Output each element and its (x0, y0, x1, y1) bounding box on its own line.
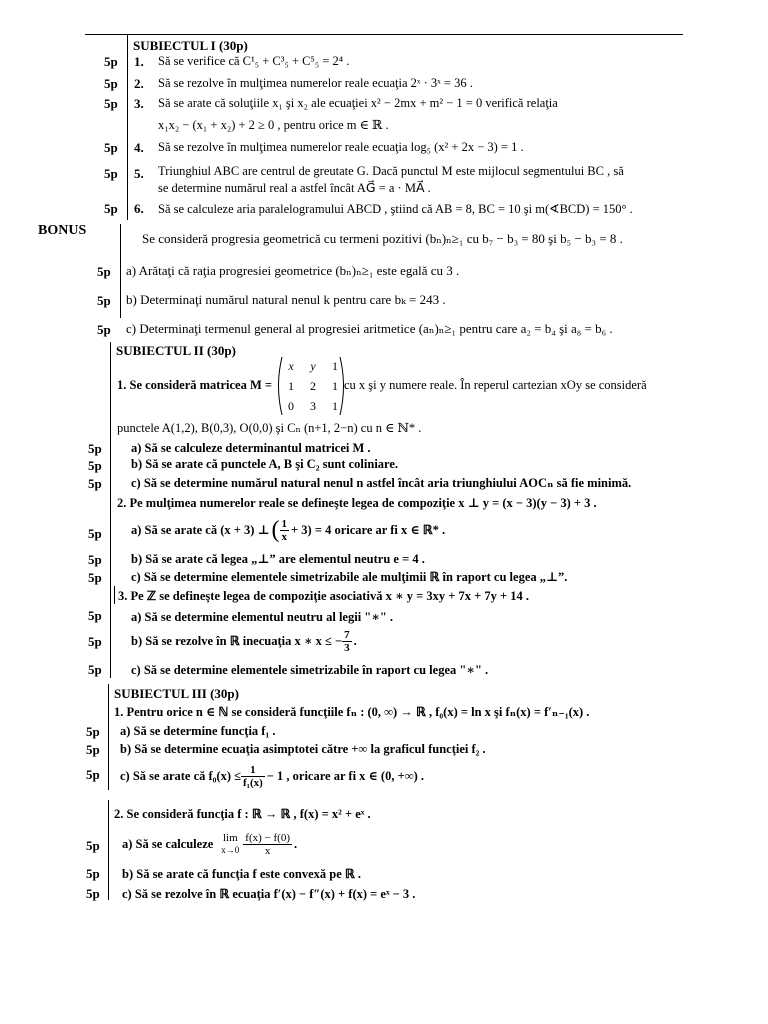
matrix-cell: 1 (332, 358, 338, 373)
subiect1-item-1-text: Să se verifice că C¹₅ + C³₅ + C⁵₅ = 2⁴ . (158, 54, 350, 68)
subiect3-p2c-points: 5p (86, 886, 100, 901)
subiect2-p2a-text (131, 514, 445, 546)
subiect2-p1b-points: 5p (88, 458, 102, 473)
matrix-cell: y (310, 358, 316, 373)
subiect1-item-2-number: 2. (134, 76, 144, 91)
subiect2-matrix (277, 356, 339, 416)
subiect1-item-3-text: Să se arate că soluţiile x₁ şi x₂ ale ecuaţiei x² − 2mx + m² − 1 = 0 verifică relaţia (158, 96, 558, 110)
subiect3-p1-intro: 1. Pentru orice n ∈ ℕ se consideră funcţiile fₙ : (0, ∞) → ℝ , f₀(x) = ln x şi fₙ(x) = f′ₙ₋₁(x) . (114, 705, 590, 719)
subiect2-p3b-fraction (342, 629, 352, 654)
subiect2-p3c-points: 5p (88, 662, 102, 677)
matrix-row (287, 376, 339, 396)
bonus-label: BONUS (38, 223, 87, 238)
subiect2-p2a-after: + 3) = 4 oricare ar fi x ∈ ℝ* . (291, 523, 446, 537)
subiect2-p1-points-line: punctele A(1,2), B(0,3), O(0,0) şi Cₙ (n+1, 2−n) cu n ∈ ℕ* . (117, 421, 422, 435)
subiect3-p1c-before: c) Să se arate că f₀(x) ≤ (120, 768, 241, 783)
subiect2-p2a-open-paren: ( (271, 516, 280, 543)
subiect3-margin-line-1 (108, 684, 109, 790)
matrix-cell: 1 (332, 378, 338, 393)
subiect1-item-2-points: 5p (104, 76, 118, 91)
matrix-cell: 2 (310, 378, 316, 393)
subiect2-p3a-points: 5p (88, 608, 102, 623)
subiect2-p1a-text: a) Să se calculeze determinantul matricei M . (131, 441, 371, 455)
subiect1-item-3-text-line2: x₁x₂ − (x₁ + x₂) + 2 ≥ 0 , pentru orice m ∈ ℝ . (158, 118, 389, 132)
bonus-margin-line-2 (120, 258, 121, 318)
subiect1-item-5-text: Triunghiul ABC are centrul de greutate G. Dacă punctul M este mijlocul segmentului BC , să (158, 164, 624, 178)
subiect3-p1c-points: 5p (86, 767, 100, 782)
subiect2-p2a-fraction (280, 518, 290, 543)
subiect2-p2a-frac-num: 1 (281, 517, 288, 530)
matrix-left-paren (275, 356, 283, 416)
subiect3-p1a-points: 5p (86, 724, 100, 739)
top-rule (85, 34, 683, 35)
bonus-item-b-points: 5p (97, 293, 111, 308)
bonus-item-b-text: b) Determinaţi numărul natural nenul k pentru care bₖ = 243 . (126, 292, 446, 307)
subiect3-p1b-text: b) Să se determine ecuaţia asimptotei către +∞ la graficul funcţiei f₂ . (120, 742, 486, 756)
subiect3-p1b-points: 5p (86, 742, 100, 757)
subiect3-p2a-points: 5p (86, 838, 100, 853)
subiect3-p2b-points: 5p (86, 866, 100, 881)
subiect3-p2a-limit (221, 832, 239, 856)
subiect2-p3b-before: b) Să se rezolve în ℝ inecuaţia x ∗ x ≤ − (131, 634, 343, 648)
subiect2-p2b-points: 5p (88, 552, 102, 567)
subiect2-p1a-points: 5p (88, 441, 102, 456)
matrix-cell: 1 (288, 378, 294, 393)
bonus-item-a-points: 5p (97, 264, 111, 279)
subiect1-item-1-number: 1. (134, 54, 144, 69)
subiect3-p2a-before: a) Să se calculeze (122, 836, 214, 851)
subiect1-item-6-text: Să se calculeze aria paralelogramului ABCD , ştiind că AB = 8, BC = 10 şi m(∢BCD) = 150° . (158, 202, 633, 216)
matrix-body (277, 356, 339, 416)
subiect2-p2a-frac-den: x (281, 530, 288, 543)
subiect3-p1c-text (120, 758, 424, 794)
subiect2-p3b-text (131, 624, 357, 658)
subiect3-p1c-frac-den: f₁(x) (242, 776, 263, 789)
bonus-item-c-text: c) Determinaţi termenul general al progresiei aritmetice (aₙ)ₙ≥₁ pentru care a₂ = b₄ şi a₈ = b₆ . (126, 321, 613, 336)
subiect2-p3b-after: . (353, 633, 357, 648)
subiect3-p2a-lim: lim (222, 832, 238, 844)
subiect2-p2c-points: 5p (88, 570, 102, 585)
subiect3-title: SUBIECTUL III (30p) (114, 686, 239, 701)
subiect1-item-3-points: 5p (104, 96, 118, 111)
bonus-item-a-text: a) Arătaţi că raţia progresiei geometrice (bₙ)ₙ≥₁ este egală cu 3 . (126, 263, 460, 278)
subiect1-item-6-points: 5p (104, 201, 118, 216)
subiect3-p2c-text: c) Să se rezolve în ℝ ecuaţia f′(x) − f″(x) + f(x) = eˣ − 3 . (122, 887, 416, 901)
subiect2-p2b-text: b) Să se arate că legea „⊥” are elementul neutru e = 4 . (131, 552, 425, 566)
subiect2-p1-text-before: 1. Se consideră matricea M = (117, 378, 272, 392)
matrix-row (287, 396, 339, 416)
subiect1-item-6-number: 6. (134, 201, 144, 216)
subiect3-p2b-text: b) Să se arate că funcţia f este convexă pe ℝ . (122, 867, 362, 881)
subiect3-p1a-text: a) Să se determine funcţia f₁ . (120, 724, 276, 738)
subiect1-item-5-points: 5p (104, 166, 118, 181)
subiect1-item-3-number: 3. (134, 96, 144, 111)
subiect1-item-1-points: 5p (104, 54, 118, 69)
subiect2-p3c-text: c) Să se determine elementele simetrizabile în raport cu legea "∗" . (131, 663, 489, 677)
subiect2-p3a-text: a) Să se determine elementul neutru al legii "∗" . (131, 610, 394, 624)
subiect3-p1c-frac-num: 1 (241, 764, 265, 777)
subiect2-p1c-points: 5p (88, 476, 102, 491)
subiect2-p2a-before: a) Să se arate că (x + 3) ⊥ (131, 523, 270, 537)
subiect2-margin-line (110, 342, 111, 678)
subiect3-p2a-after: . (293, 836, 298, 851)
matrix-cell: 1 (332, 398, 338, 413)
subiect2-p1-text-after: cu x şi y numere reale. În reperul cartezian xOy se consideră (344, 378, 647, 392)
subiect3-p2a-fraction (243, 832, 292, 857)
bonus-item-c-points: 5p (97, 322, 111, 337)
matrix-cell: 0 (288, 398, 294, 413)
subiect2-p1c-text: c) Să se determine numărul natural nenul n astfel încât aria triunghiului AOCₙ să fie minimă. (131, 476, 632, 490)
subiect1-item-4-number: 4. (134, 140, 144, 155)
subiect2-p3b-points: 5p (88, 634, 102, 649)
subiect2-p3b-frac-den: 3 (344, 641, 350, 654)
subiect3-p2-intro: 2. Se consideră funcţia f : ℝ → ℝ , f(x) = x² + eˣ . (114, 807, 371, 821)
subiect3-p2a-text (122, 826, 297, 862)
subiect1-title: SUBIECTUL I (30p) (133, 38, 248, 53)
subiect2-title: SUBIECTUL II (30p) (116, 343, 236, 358)
subiect3-p2a-frac-num: f(x) − f(0) (245, 831, 290, 844)
subiect3-p1c-fraction (241, 764, 265, 789)
matrix-cell: x (288, 358, 294, 373)
bonus-intro: Se consideră progresia geometrică cu termeni pozitivi (bₙ)ₙ≥₁ cu b₇ − b₃ = 80 şi b₅ − b₃ = 8 . (142, 231, 623, 246)
subiect2-p2c-text: c) Să se determine elementele simetrizabile ale mulţimii ℝ în raport cu legea „⊥”. (131, 570, 568, 584)
subiect1-item-5-text-line2: se determine numărul real a astfel încât AG⃗ = a · MA⃗ . (158, 181, 431, 195)
bonus-margin-line-1 (120, 224, 121, 258)
subiect3-p2a-limsub: x→0 (221, 845, 240, 855)
subiect1-item-5-number: 5. (134, 166, 144, 181)
subiect3-p2a-frac-den: x (264, 844, 271, 857)
matrix-cell: 3 (310, 398, 316, 413)
subiect2-p3b-frac-num: 7 (344, 628, 350, 641)
subiect1-margin-line (127, 34, 128, 220)
subiect1-item-4-points: 5p (104, 140, 118, 155)
subiect1-item-2-text: Să se rezolve în mulţimea numerelor reale ecuaţia 2ˣ · 3ˣ = 36 . (158, 76, 473, 90)
subiect3-p1c-after: − 1 , oricare ar fi x ∈ (0, +∞) . (266, 769, 425, 783)
subiect2-p1b-text: b) Să se arate că punctele A, B şi C₂ sunt coliniare. (131, 457, 399, 471)
subiect2-p2a-points: 5p (88, 526, 102, 541)
subiect1-item-4-text: Să se rezolve în mulţimea numerelor reale ecuaţia log₅ (x² + 2x − 3) = 1 . (158, 140, 524, 154)
subiect2-p2-intro: 2. Pe mulţimea numerelor reale se defineşte legea de compoziţie x ⊥ y = (x − 3)(y − 3) + 3 . (117, 496, 597, 510)
subiect2-p3-intro: 3. Pe ℤ se defineşte legea de compoziţie asociativă x ∗ y = 3xy + 7x + 7y + 14 . (118, 589, 529, 603)
subiect2-p3-margin-line (114, 586, 115, 604)
matrix-row (287, 356, 339, 376)
subiect3-margin-line-2 (108, 800, 109, 900)
